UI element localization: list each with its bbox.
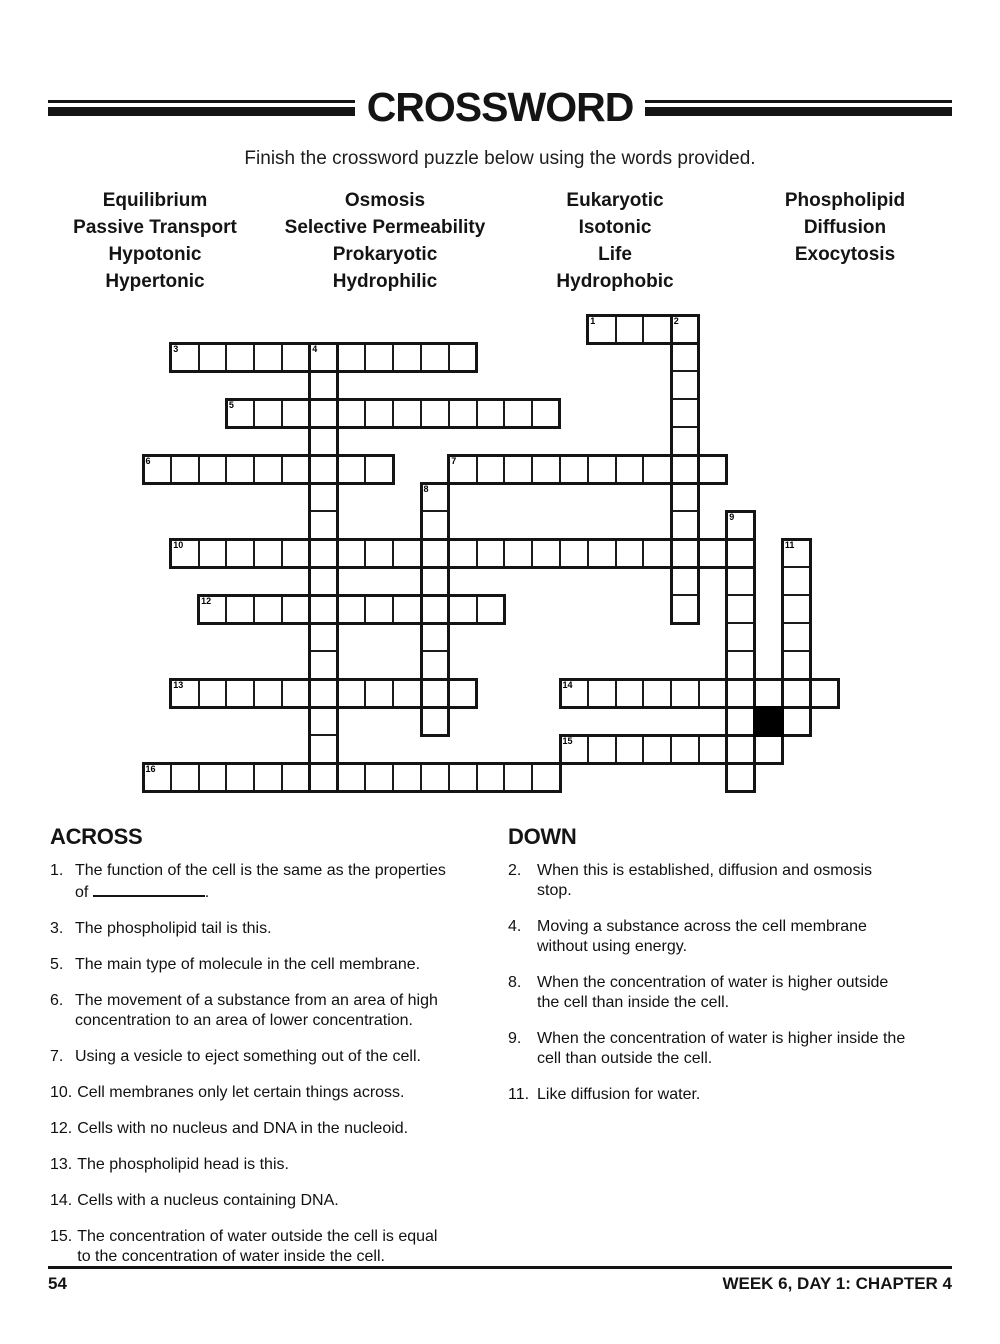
page-number: 54 — [48, 1274, 67, 1293]
across-clue-list — [50, 861, 498, 1267]
clue-text: The function of the cell is the same as the properties of . — [75, 862, 446, 901]
word-bank-word: Isotonic — [578, 217, 652, 238]
across-clue-12 — [50, 1119, 498, 1139]
across-clue-1 — [50, 861, 498, 903]
word-bank-word: Exocytosis — [794, 244, 896, 265]
word-bank — [40, 187, 960, 295]
word-outline-4-down — [308, 342, 339, 793]
clue-number: 1. — [50, 862, 64, 879]
word-bank-word: Hypertonic — [105, 271, 205, 292]
cell-number-11: 11 — [784, 539, 795, 550]
clue-number: 5. — [50, 956, 64, 973]
cell-number-7: 7 — [451, 455, 457, 466]
crossword-grid — [143, 315, 839, 792]
across-clue-3 — [50, 919, 498, 939]
word-bank-word: Equilibrium — [102, 190, 208, 211]
across-clue-13 — [50, 1155, 498, 1175]
clue-text: The phospholipid tail is this. — [75, 920, 272, 937]
across-clue-6 — [50, 991, 498, 1031]
cell-number-13: 13 — [173, 679, 184, 690]
clue-text: Moving a substance across the cell membrane without using energy. — [537, 918, 867, 955]
rule-thick-line — [645, 107, 952, 116]
cell-number-14: 14 — [562, 679, 573, 690]
down-clue-2 — [508, 861, 960, 901]
word-bank-word: Diffusion — [803, 217, 887, 238]
clue-number: 2. — [508, 862, 522, 879]
cell-number-3: 3 — [173, 343, 179, 354]
cell-number-9: 9 — [729, 511, 735, 522]
across-clue-5 — [50, 955, 498, 975]
answer-blank-line — [93, 881, 205, 897]
across-clue-7 — [50, 1047, 498, 1067]
word-outline-8-down — [420, 482, 451, 737]
word-bank-column-3 — [500, 187, 730, 295]
down-clue-4 — [508, 917, 960, 957]
cell-number-10: 10 — [173, 539, 184, 550]
word-outline-5-across — [225, 398, 562, 429]
rule-thin-line — [645, 100, 952, 103]
cell-number-1: 1 — [590, 315, 596, 326]
clue-text: Cells with a nucleus containing DNA. — [77, 1192, 339, 1209]
across-clue-10 — [50, 1083, 498, 1103]
clue-text: Using a vesicle to eject something out of the cell. — [75, 1048, 421, 1065]
word-bank-word: Prokaryotic — [332, 244, 438, 265]
rule-thick-line — [48, 107, 355, 116]
clue-number: 3. — [50, 920, 64, 937]
clue-text: The main type of molecule in the cell membrane. — [75, 956, 421, 973]
clue-number: 7. — [50, 1048, 64, 1065]
word-bank-word: Osmosis — [344, 190, 426, 211]
clue-text: Cell membranes only let certain things across. — [77, 1084, 405, 1101]
word-outline-12-across — [197, 594, 506, 625]
footer-rule — [48, 1266, 952, 1269]
clue-text: The phospholipid head is this. — [77, 1156, 289, 1173]
clue-number: 10. — [50, 1084, 73, 1101]
word-bank-word: Phospholipid — [784, 190, 906, 211]
clue-text: When this is established, diffusion and osmosis stop. — [537, 862, 872, 899]
word-outline-11-down — [781, 538, 812, 737]
cell-number-4: 4 — [312, 343, 318, 354]
word-bank-word: Passive Transport — [73, 217, 237, 238]
cell-number-6: 6 — [145, 455, 151, 466]
down-clue-9 — [508, 1029, 960, 1069]
cell-number-12: 12 — [201, 595, 212, 606]
cell-number-16: 16 — [145, 763, 156, 774]
footer-chapter-label: WEEK 6, DAY 1: CHAPTER 4 — [722, 1274, 952, 1293]
clue-number: 4. — [508, 918, 522, 935]
down-title: DOWN — [508, 824, 577, 849]
instruction-text: Finish the crossword puzzle below using the words provided. — [244, 148, 756, 169]
clue-number: 11. — [508, 1086, 530, 1103]
clue-text: When the concentration of water is higher outside the cell than inside the cell. — [537, 974, 889, 1011]
down-section — [508, 824, 960, 1121]
word-bank-word: Eukaryotic — [566, 190, 664, 211]
clue-text: The concentration of water outside the cell is equal to the concentration of water inside the cell. — [77, 1228, 438, 1265]
down-clue-11 — [508, 1085, 960, 1105]
word-outline-9-down — [725, 510, 756, 793]
cell-number-5: 5 — [228, 399, 234, 410]
across-section — [50, 824, 498, 1283]
word-bank-word: Hydrophilic — [332, 271, 438, 292]
down-clue-list — [508, 861, 960, 1105]
word-bank-word: Hypotonic — [108, 244, 202, 265]
page-title: CROSSWORD — [366, 84, 634, 130]
word-bank-column-4 — [730, 187, 960, 295]
word-outline-10-across — [169, 538, 756, 569]
clue-number: 8. — [508, 974, 522, 991]
cell-number-2: 2 — [673, 315, 679, 326]
clue-text: When the concentration of water is higher inside the cell than outside the cell. — [537, 1030, 906, 1067]
clue-number: 15. — [50, 1228, 73, 1245]
word-bank-word: Selective Permeability — [284, 217, 486, 238]
word-outline-16-across — [142, 762, 562, 793]
clue-number: 14. — [50, 1192, 73, 1209]
clue-number: 6. — [50, 992, 64, 1009]
word-outline-2-down — [670, 314, 701, 625]
word-bank-column-2 — [270, 187, 500, 295]
cell-number-15: 15 — [562, 735, 573, 746]
clue-number: 12. — [50, 1120, 73, 1137]
word-bank-word: Life — [598, 244, 632, 265]
rule-thin-line — [48, 100, 355, 103]
black-cell — [753, 706, 784, 737]
header-rule-right — [645, 100, 952, 116]
across-title: ACROSS — [50, 824, 143, 849]
cell-number-8: 8 — [423, 483, 429, 494]
header-rule-left — [48, 100, 355, 116]
clue-text: Cells with no nucleus and DNA in the nucleoid. — [77, 1120, 409, 1137]
clue-number: 13. — [50, 1156, 73, 1173]
word-outline-6-across — [142, 454, 395, 485]
clue-number: 9. — [508, 1030, 522, 1047]
across-clue-14 — [50, 1191, 498, 1211]
clue-text: Like diffusion for water. — [537, 1086, 701, 1103]
across-clue-15 — [50, 1227, 498, 1267]
down-clue-8 — [508, 973, 960, 1013]
word-bank-column-1 — [40, 187, 270, 295]
word-bank-word: Hydrophobic — [556, 271, 674, 292]
clue-text: The movement of a substance from an area of high concentration to an area of lower concentration. — [75, 992, 438, 1029]
header-rule — [48, 84, 952, 131]
